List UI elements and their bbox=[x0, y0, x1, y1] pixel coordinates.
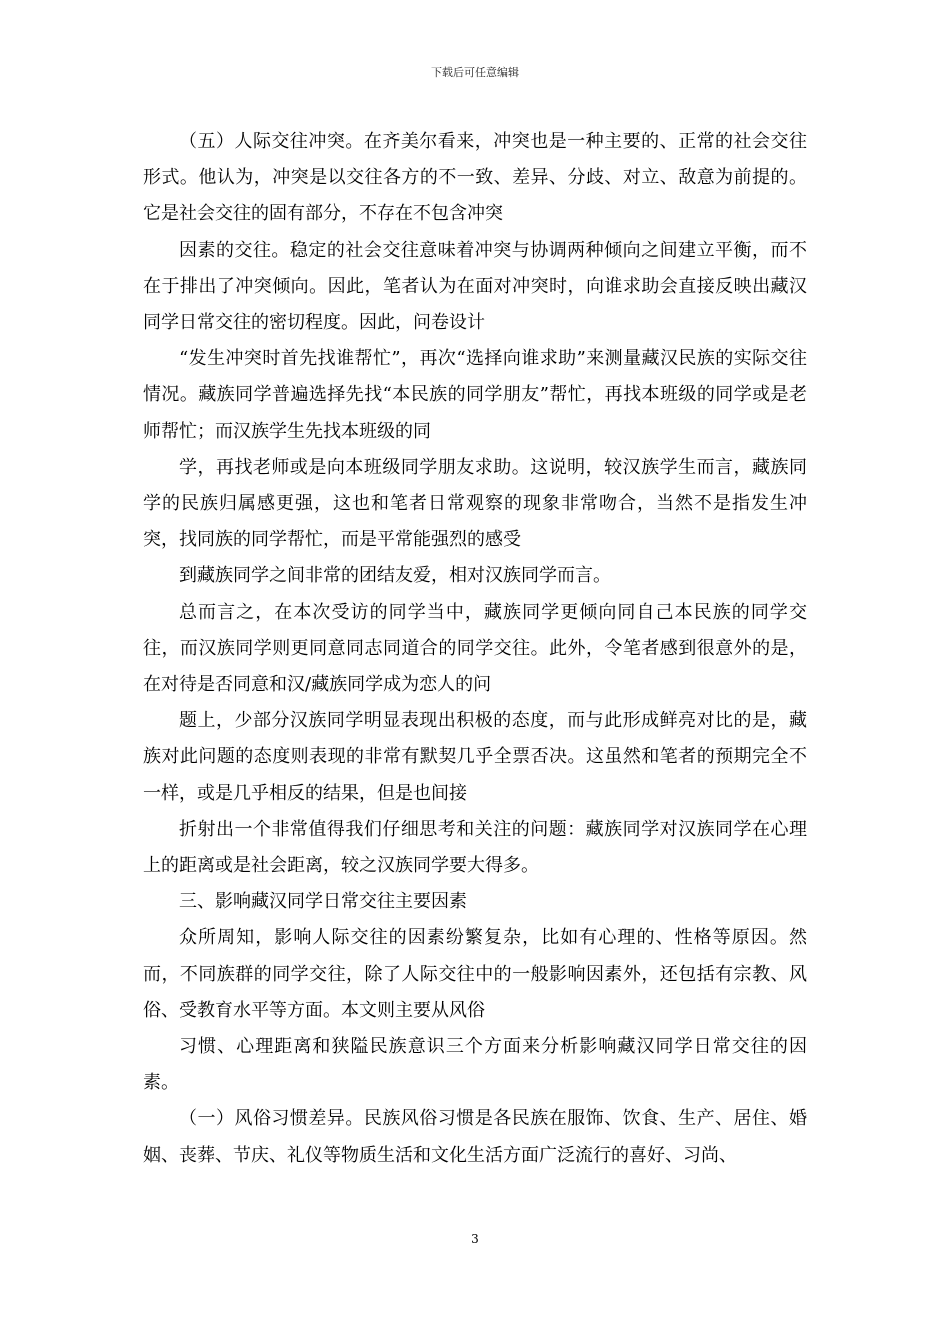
document-body bbox=[143, 124, 807, 1174]
paragraph: 总而言之，在本次受访的同学当中，藏族同学更倾向同自己本民族的同学交往，而汉族同学则更同意同志同道合的同学交往。此外，令笔者感到很意外的是，在对待是否同意和汉/藏族同学成为恋人的问 bbox=[143, 601, 807, 696]
paragraph: 因素的交往。稳定的社会交往意味着冲突与协调两种倾向之间建立平衡，而不在于排出了冲突倾向。因此，笔者认为在面对冲突时，向谁求助会直接反映出藏汉同学日常交往的密切程度。因此，问卷设计 bbox=[143, 239, 807, 334]
paragraph: 习惯、心理距离和狭隘民族意识三个方面来分析影响藏汉同学日常交往的因素。 bbox=[143, 1036, 807, 1094]
paragraph: “发生冲突时首先找谁帮忙”，再次“选择向谁求助”来测量藏汉民族的实际交往情况。藏族同学普遍选择先找“本民族的同学朋友”帮忙，再找本班级的同学或是老师帮忙；而汉族学生先找本班级的同 bbox=[143, 348, 807, 442]
paragraph: 学，再找老师或是向本班级同学朋友求助。这说明，较汉族学生而言，藏族同学的民族归属感更强，这也和笔者日常观察的现象非常吻合，当然不是指发生冲突，找同族的同学帮忙，而是平常能强烈的感受 bbox=[143, 456, 807, 551]
paragraph: 折射出一个非常值得我们仔细思考和关注的问题：藏族同学对汉族同学在心理上的距离或是社会距离，较之汉族同学要大得多。 bbox=[143, 818, 807, 877]
paragraph: 题上，少部分汉族同学明显表现出积极的态度，而与此形成鲜亮对比的是，藏族对此问题的态度则表现的非常有默契几乎全票否决。这虽然和笔者的预期完全不一样，或是几乎相反的结果，但是也间接 bbox=[143, 710, 807, 804]
section-heading: 三、影响藏汉同学日常交往主要因素 bbox=[179, 891, 467, 913]
paragraph: 众所周知，影响人际交往的因素纷繁复杂，比如有心理的、性格等原因。然而，不同族群的同学交往，除了人际交往中的一般影响因素外，还包括有宗教、风俗、受教育水平等方面。本文则主要从风俗 bbox=[143, 927, 807, 1021]
paragraph: （一）风俗习惯差异。民族风俗习惯是各民族在服饰、饮食、生产、居住、婚姻、丧葬、节庆、礼仪等物质生活和文化生活方面广泛流行的喜好、习尚、 bbox=[143, 1108, 807, 1166]
page-header: 下载后可任意编辑 bbox=[431, 66, 519, 79]
paragraph: 到藏族同学之间非常的团结友爱，相对汉族同学而言。 bbox=[179, 565, 611, 587]
paragraph: （五）人际交往冲突。在齐美尔看来，冲突也是一种主要的、正常的社会交往形式。他认为，冲突是以交往各方的不一致、差异、分歧、对立、敌意为前提的。它是社会交往的固有部分，不存在不包含冲突 bbox=[143, 131, 807, 225]
page-number: 3 bbox=[471, 1232, 479, 1246]
